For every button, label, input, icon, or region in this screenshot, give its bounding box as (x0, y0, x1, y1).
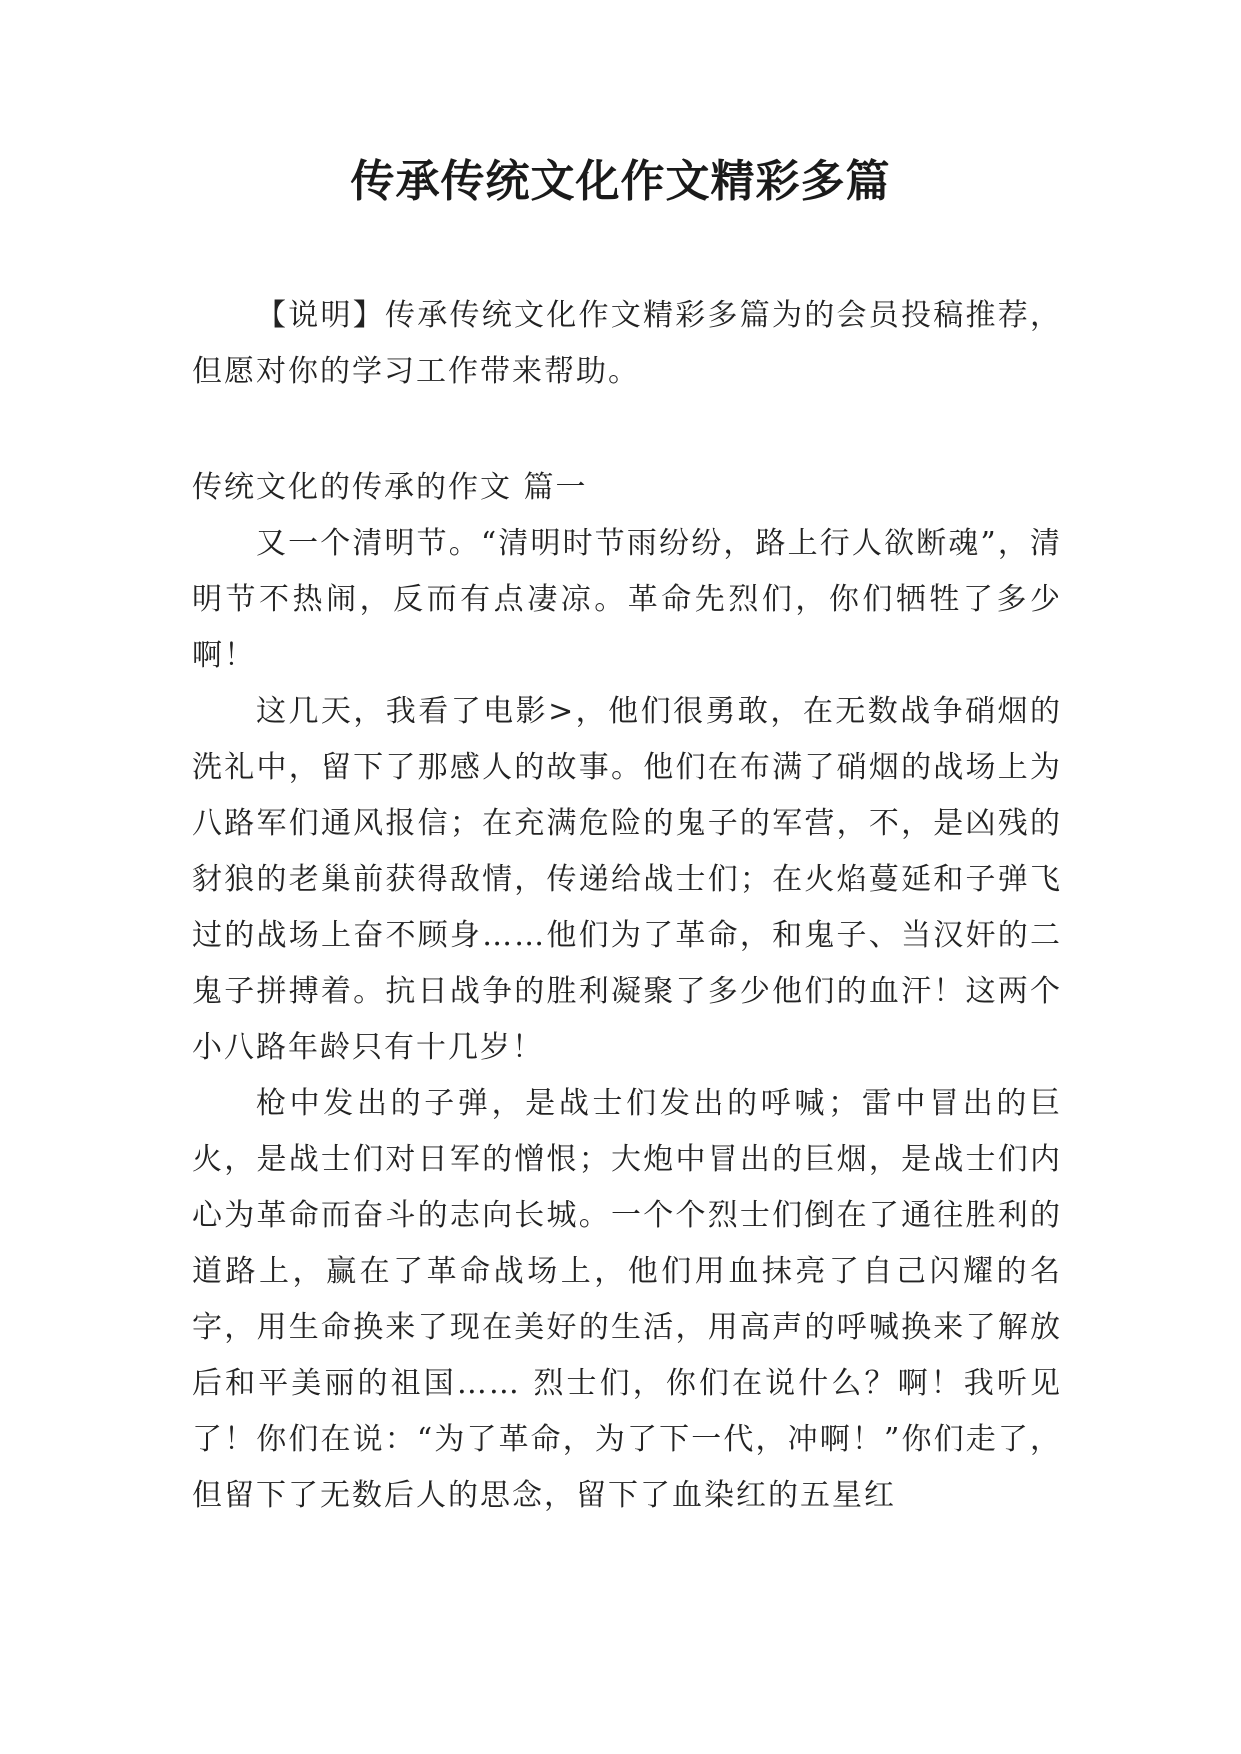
document-title: 传承传统文化作文精彩多篇 (350, 156, 891, 207)
article-body (192, 460, 1062, 1524)
section-heading: 传统文化的传承的作文 篇一 (192, 470, 588, 505)
intro-paragraph: 【说明】传承传统文化作文精彩多篇为的会员投稿推荐，但愿对你的学习工作带来帮助。 (192, 298, 1062, 389)
paragraph-1: 又一个清明节。“清明时节雨纷纷，路上行人欲断魂”，清明节不热闹，反而有点凄凉。革命先烈们，你们牺牲了多少啊！ (192, 526, 1062, 673)
intro-block (192, 288, 1062, 400)
paragraph-2: 这几天，我看了电影>，他们很勇敢，在无数战争硝烟的洗礼中，留下了那感人的故事。他们在布满了硝烟的战场上为八路军们通风报信；在充满危险的鬼子的军营，不，是凶残的豺狼的老巢前获得敌情，传递给战士们；在火焰蔓延和子弹飞过的战场上奋不顾身……他们为了革命，和鬼子、当汉奸的二鬼子拼搏着。抗日战争的胜利凝聚了多少他们的血汗！这两个小八路年龄只有十几岁！ (192, 694, 1062, 1065)
paragraph-3: 枪中发出的子弹，是战士们发出的呼喊；雷中冒出的巨火，是战士们对日军的憎恨；大炮中冒出的巨烟，是战士们内心为革命而奋斗的志向长城。一个个烈士们倒在了通往胜利的道路上，赢在了革命战场上，他们用血抹亮了自己闪耀的名字，用生命换来了现在美好的生活，用高声的呼喊换来了解放后和平美丽的祖国…… 烈士们，你们在说什么？啊！我听见了！你们在说：“为了革命，为了下一代，冲啊！”你们走了，但留下了无数后人的思念，留下了血染红的五星红 (192, 1086, 1062, 1513)
